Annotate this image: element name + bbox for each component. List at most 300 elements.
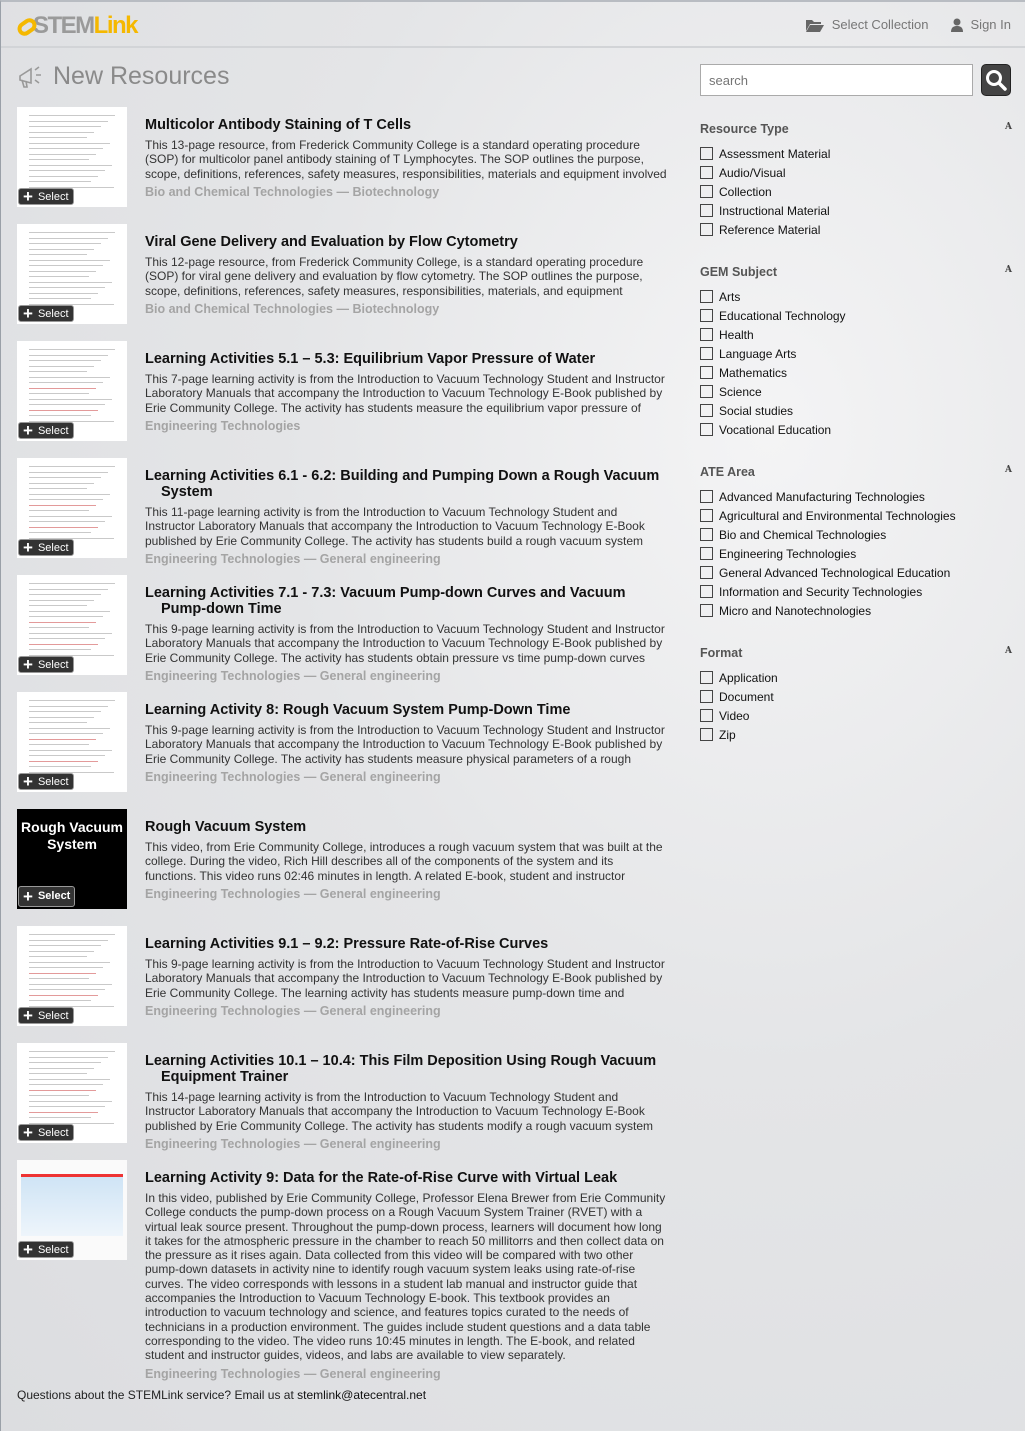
- tag-separator: —: [300, 1003, 320, 1018]
- document-line: [29, 633, 112, 634]
- document-line: [29, 1117, 91, 1118]
- subject-tag[interactable]: General engineering: [319, 1366, 441, 1381]
- resource-list: [17, 107, 667, 1403]
- resource-item: [17, 224, 667, 341]
- option-label: Engineering Technologies: [719, 546, 857, 561]
- option-label: Agricultural and Environmental Technologies: [719, 508, 956, 523]
- folder-open-icon: [806, 18, 824, 32]
- checkbox[interactable]: [700, 604, 713, 617]
- resource-item: [17, 692, 667, 809]
- megaphone-icon: [17, 64, 45, 90]
- checkbox[interactable]: [700, 547, 713, 560]
- resource-item: [17, 926, 667, 1043]
- facet-option[interactable]: [700, 544, 1012, 563]
- facet-header[interactable]: [700, 122, 1012, 136]
- subject-tag[interactable]: General engineering: [319, 770, 441, 784]
- facet-header[interactable]: [700, 265, 1012, 279]
- document-line: [29, 644, 98, 645]
- facet-option[interactable]: [700, 306, 1012, 325]
- resource-thumbnail[interactable]: [17, 926, 127, 1026]
- plus-icon: +: [23, 1240, 33, 1259]
- document-line: [29, 499, 103, 500]
- document-line: [29, 973, 96, 974]
- page-heading: [17, 62, 229, 91]
- document-line: [29, 1073, 87, 1074]
- document-line: [29, 137, 87, 138]
- tag-separator: —: [333, 185, 353, 199]
- collapse-icon[interactable]: A: [1005, 122, 1012, 132]
- checkbox[interactable]: [700, 147, 713, 160]
- document-line: [29, 393, 89, 394]
- select-label: Select: [37, 1243, 69, 1256]
- select-collection-label: Select Collection: [831, 17, 929, 32]
- resource-description: This 12-page resource, from Frederick Community College, is a standard operating procedure (SOP) for viral gene delivery and evaluation by flow cytometry. The SOP outlines the purpose, scope, definitions, references, safety measures, responsibilities, materials, and equipment: [145, 255, 644, 298]
- resource-title[interactable]: Learning Activities 7.1 - 7.3: Vacuum Pump-down Curves and Vacuum Pump-down Time: [145, 585, 626, 617]
- document-line: [29, 282, 112, 283]
- document-line: [29, 399, 112, 400]
- option-label: Social studies: [719, 403, 794, 418]
- subject-tag[interactable]: Biotechnology: [352, 185, 440, 199]
- plus-icon: +: [23, 304, 33, 323]
- search-button[interactable]: [981, 64, 1011, 96]
- document-line: [29, 388, 96, 389]
- resource-title[interactable]: Learning Activities 5.1 – 5.3: Equilibrium Vapor Pressure of Water: [145, 351, 596, 367]
- resource-tags: [145, 419, 667, 434]
- document-line: [29, 276, 89, 277]
- resource-title[interactable]: Learning Activities 10.1 – 10.4: This Film Deposition Using Rough Vacuum Equipment Trainer: [145, 1053, 657, 1085]
- select-collection-link[interactable]: [806, 17, 929, 32]
- checkbox[interactable]: [700, 709, 713, 722]
- facet-option[interactable]: [700, 487, 1012, 506]
- document-line: [29, 1079, 110, 1080]
- resource-tags: [145, 669, 667, 684]
- checkbox[interactable]: [700, 671, 713, 684]
- select-button[interactable]: [18, 1124, 74, 1141]
- video-preview: [21, 1174, 123, 1236]
- document-line: [29, 1112, 98, 1113]
- facet-option[interactable]: [700, 182, 1012, 201]
- collapse-icon[interactable]: A: [1005, 646, 1012, 656]
- document-line: [29, 249, 94, 250]
- resource-body: [145, 341, 667, 454]
- facet-format: [700, 646, 1012, 744]
- subject-tag[interactable]: General engineering: [319, 1003, 441, 1018]
- subject-tag[interactable]: General engineering: [319, 668, 441, 683]
- select-button[interactable]: [18, 656, 74, 673]
- facet-option[interactable]: [700, 582, 1012, 601]
- facet-option[interactable]: [700, 420, 1012, 439]
- resource-thumbnail[interactable]: [17, 341, 127, 441]
- document-line: [29, 238, 108, 239]
- document-line: [29, 377, 110, 378]
- checkbox[interactable]: [700, 690, 713, 703]
- option-label: Advanced Manufacturing Technologies: [719, 489, 925, 504]
- resource-tags: [145, 1367, 667, 1382]
- facet-option[interactable]: [700, 325, 1012, 344]
- select-button[interactable]: [18, 1241, 74, 1258]
- option-label: Application: [719, 670, 778, 685]
- resource-thumbnail[interactable]: [17, 458, 127, 558]
- option-label: Mathematics: [719, 365, 788, 380]
- option-label: Zip: [719, 727, 736, 742]
- document-line: [29, 477, 101, 478]
- resource-item: [17, 107, 667, 224]
- facet-option[interactable]: [700, 287, 1012, 306]
- document-line: [29, 638, 105, 639]
- document-line: [29, 349, 115, 350]
- checkbox[interactable]: [700, 204, 713, 217]
- option-label: General Advanced Technological Education: [719, 565, 951, 580]
- option-label: Science: [719, 384, 762, 399]
- facet-option[interactable]: [700, 706, 1012, 725]
- document-line: [29, 1084, 103, 1085]
- option-label: Instructional Material: [719, 203, 830, 218]
- tag-separator: —: [333, 302, 353, 316]
- resource-title[interactable]: Learning Activity 9: Data for the Rate-of-Rise Curve with Virtual Leak: [145, 1170, 618, 1186]
- document-line: [29, 616, 103, 617]
- subject-tag[interactable]: General engineering: [319, 887, 441, 901]
- plus-icon: +: [23, 655, 33, 674]
- sign-in-link[interactable]: [951, 17, 1011, 32]
- resource-item: [17, 575, 667, 692]
- facet-gem-subject: [700, 265, 1012, 439]
- resource-item: [17, 341, 667, 458]
- document-line: [29, 594, 101, 595]
- facet-option[interactable]: [700, 725, 1012, 744]
- document-line: [29, 978, 89, 979]
- resource-description: This 14-page learning activity is from the Introduction to Vacuum Technology Student and Instructor Laboratory Manuals that accompany the Introduction to Vacuum Technology E-Book published by Erie Community College. The activity has students modify a rough vacuum system: [145, 1090, 654, 1133]
- checkbox[interactable]: [700, 290, 713, 303]
- contact-email-link[interactable]: stemlink@atecentral.net: [297, 1387, 427, 1402]
- checkbox[interactable]: [700, 490, 713, 503]
- resource-thumbnail[interactable]: [17, 575, 127, 675]
- subject-tag[interactable]: General engineering: [319, 552, 441, 566]
- resource-body: [145, 692, 667, 805]
- ate-area-tag[interactable]: Engineering Technologies: [145, 1366, 301, 1381]
- document-line: [29, 415, 91, 416]
- document-line: [29, 750, 112, 751]
- search-input[interactable]: [700, 64, 973, 96]
- plus-icon: +: [23, 772, 33, 791]
- option-label: Assessment Material: [719, 146, 831, 161]
- document-line: [29, 298, 91, 299]
- collapse-icon[interactable]: A: [1005, 265, 1012, 275]
- document-line: [29, 271, 96, 272]
- document-line: [29, 488, 87, 489]
- document-line: [29, 956, 87, 957]
- stemlink-logo[interactable]: STEMLink: [17, 12, 137, 40]
- ate-area-tag[interactable]: Engineering Technologies: [145, 770, 301, 784]
- select-label: Select: [37, 658, 69, 671]
- select-label: Select: [37, 1126, 69, 1139]
- resource-description: This 11-page learning activity is from the Introduction to Vacuum Technology Student and Instructor Laboratory Manuals that accompany the Introduction to Vacuum Technology E-Book published by Erie Community College. The activity has students build a rough vacuum system: [145, 505, 645, 548]
- ate-area-tag[interactable]: Bio and Chemical Technologies: [145, 185, 333, 199]
- document-line: [29, 1101, 112, 1102]
- resource-body: [145, 1043, 667, 1156]
- checkbox[interactable]: [700, 585, 713, 598]
- facet-option[interactable]: [700, 344, 1012, 363]
- document-line: [29, 510, 89, 511]
- document-line: [29, 1062, 101, 1063]
- search-icon: [985, 69, 1007, 91]
- select-button[interactable]: [18, 422, 74, 439]
- checkbox[interactable]: [700, 185, 713, 198]
- resource-title[interactable]: Learning Activity 8: Rough Vacuum System Pump-Down Time: [145, 702, 571, 718]
- resource-description: This 7-page learning activity is from the Introduction to Vacuum Technology Student and Instructor Laboratory Manuals that accompany the Introduction to Vacuum Technology E-Book published by Erie Community College. The activity has students measure the equilibrium vapor pressure of: [145, 372, 665, 415]
- checkbox[interactable]: [700, 347, 713, 360]
- document-line: [29, 739, 96, 740]
- option-label: Audio/Visual: [719, 165, 786, 180]
- option-label: Reference Material: [719, 222, 821, 237]
- select-label: Select: [37, 775, 69, 788]
- checkbox[interactable]: [700, 404, 713, 417]
- resource-item: [17, 1043, 667, 1160]
- resource-title[interactable]: Learning Activities 6.1 - 6.2: Building and Pumping Down a Rough Vacuum System: [145, 468, 660, 500]
- checkbox[interactable]: [700, 166, 713, 179]
- facet-title: ATE Area: [700, 465, 755, 479]
- option-label: Document: [719, 689, 774, 704]
- checkbox[interactable]: [700, 309, 713, 322]
- subject-tag[interactable]: General engineering: [319, 1137, 441, 1151]
- resource-tags: [145, 887, 667, 902]
- document-line: [29, 1095, 89, 1096]
- resource-tags: [145, 552, 667, 567]
- resource-thumbnail[interactable]: [17, 107, 127, 207]
- tag-separator: —: [300, 887, 320, 901]
- document-line: [29, 1057, 108, 1058]
- ate-area-tag[interactable]: Bio and Chemical Technologies: [145, 302, 333, 316]
- facet-resource-type: [700, 122, 1012, 239]
- facet-option[interactable]: [700, 668, 1012, 687]
- document-line: [29, 260, 110, 261]
- resource-tags: [145, 185, 667, 200]
- ate-area-tag[interactable]: Engineering Technologies: [145, 1137, 301, 1151]
- document-line: [29, 466, 115, 467]
- document-line: [29, 254, 87, 255]
- facet-title: Resource Type: [700, 122, 789, 136]
- document-line: [29, 115, 115, 116]
- document-line: [29, 1090, 96, 1091]
- document-line: [29, 600, 94, 601]
- document-line: [29, 176, 98, 177]
- tag-separator: —: [300, 668, 320, 683]
- sign-in-label: Sign In: [970, 17, 1011, 32]
- resource-title[interactable]: Viral Gene Delivery and Evaluation by Flow Cytometry: [145, 234, 518, 250]
- select-label: Select: [37, 307, 69, 320]
- resource-title[interactable]: Learning Activities 9.1 – 9.2: Pressure Rate-of-Rise Curves: [145, 936, 549, 952]
- resource-title[interactable]: Multicolor Antibody Staining of T Cells: [145, 117, 412, 133]
- resource-title[interactable]: Rough Vacuum System: [145, 819, 307, 835]
- checkbox[interactable]: [700, 728, 713, 741]
- facet-option[interactable]: [700, 525, 1012, 544]
- facet-ate-area: [700, 465, 1012, 620]
- document-line: [29, 995, 98, 996]
- ate-area-tag[interactable]: Engineering Technologies: [145, 887, 301, 901]
- document-line: [29, 143, 110, 144]
- checkbox[interactable]: [700, 385, 713, 398]
- resource-body: [145, 1160, 667, 1382]
- document-line: [29, 243, 101, 244]
- document-line: [29, 382, 103, 383]
- facet-option[interactable]: [700, 601, 1012, 620]
- option-label: Micro and Nanotechnologies: [719, 603, 872, 618]
- resource-body: [145, 575, 667, 688]
- document-line: [29, 132, 94, 133]
- document-line: [29, 744, 89, 745]
- plus-icon: +: [23, 1006, 33, 1025]
- facet-option[interactable]: [700, 163, 1012, 182]
- document-line: [29, 733, 103, 734]
- checkbox[interactable]: [700, 509, 713, 522]
- subject-tag[interactable]: Biotechnology: [352, 302, 440, 316]
- select-button[interactable]: [18, 1007, 74, 1024]
- checkbox[interactable]: [700, 423, 713, 436]
- plus-icon: +: [23, 421, 33, 440]
- facet-option[interactable]: [700, 687, 1012, 706]
- resource-thumbnail[interactable]: [17, 1160, 127, 1260]
- resource-body: [145, 809, 667, 922]
- select-label: Select: [37, 424, 69, 437]
- document-line: [29, 940, 108, 941]
- resource-tags: [145, 770, 667, 785]
- select-button[interactable]: [18, 188, 74, 205]
- checkbox[interactable]: [700, 528, 713, 541]
- document-line: [29, 766, 91, 767]
- ate-area-tag[interactable]: Engineering Technologies: [145, 668, 301, 683]
- document-line: [29, 483, 94, 484]
- document-line: [29, 984, 112, 985]
- document-line: [29, 611, 110, 612]
- option-label: Vocational Education: [719, 422, 832, 437]
- resource-body: [145, 224, 667, 337]
- facet-option[interactable]: [700, 220, 1012, 239]
- tag-separator: —: [300, 552, 320, 566]
- resource-thumbnail[interactable]: [17, 692, 127, 792]
- document-line: [29, 1000, 91, 1001]
- select-label: Select: [37, 890, 71, 902]
- resource-tags: [145, 1004, 667, 1019]
- select-button[interactable]: [18, 305, 74, 322]
- document-line: [29, 989, 105, 990]
- resource-item: [17, 809, 667, 926]
- checkbox[interactable]: [700, 366, 713, 379]
- resource-item: [17, 1160, 667, 1386]
- document-line: [29, 717, 94, 718]
- user-icon: [951, 18, 963, 32]
- checkbox[interactable]: [700, 328, 713, 341]
- plus-icon: +: [23, 187, 33, 206]
- document-line: [29, 165, 112, 166]
- facet-option[interactable]: [700, 563, 1012, 582]
- resource-thumbnail[interactable]: [17, 224, 127, 324]
- checkbox[interactable]: [700, 566, 713, 579]
- resource-description: This 9-page learning activity is from the Introduction to Vacuum Technology Student and Instructor Laboratory Manuals that accompany the Introduction to Vacuum Technology E-Book published by Erie Community College. The learning activity has students measure pump-down time and: [145, 957, 665, 1000]
- facet-option[interactable]: [700, 382, 1012, 401]
- document-line: [29, 1068, 94, 1069]
- document-line: [29, 293, 98, 294]
- document-line: [29, 232, 115, 233]
- document-line: [29, 410, 98, 411]
- document-line: [29, 521, 105, 522]
- option-label: Collection: [719, 184, 772, 199]
- document-line: [29, 967, 103, 968]
- facet-title: Format: [700, 646, 743, 660]
- resource-body: [145, 458, 667, 571]
- select-button[interactable]: [18, 773, 74, 790]
- facet-header[interactable]: [700, 646, 1012, 660]
- resource-thumbnail[interactable]: [17, 1043, 127, 1143]
- document-line: [29, 170, 105, 171]
- page-title: New Resources: [53, 62, 230, 90]
- tag-separator: —: [300, 1366, 320, 1381]
- document-line: [29, 583, 115, 584]
- ate-area-tag[interactable]: Engineering Technologies: [145, 1003, 301, 1018]
- checkbox[interactable]: [700, 223, 713, 236]
- sidebar: [700, 64, 1012, 744]
- option-label: Educational Technology: [719, 308, 846, 323]
- document-line: [29, 287, 105, 288]
- document-line: [29, 622, 96, 623]
- ate-area-tag[interactable]: Engineering Technologies: [145, 552, 301, 566]
- ate-area-tag[interactable]: Engineering Technologies: [145, 418, 301, 433]
- select-button[interactable]: [18, 886, 75, 907]
- document-line: [29, 148, 103, 149]
- document-line: [29, 649, 91, 650]
- facet-option[interactable]: [700, 363, 1012, 382]
- document-line: [29, 532, 91, 533]
- plus-icon: +: [23, 887, 33, 906]
- document-line: [29, 121, 108, 122]
- document-line: [29, 700, 115, 701]
- footer-text: Questions about the STEMLink service? Email us at: [17, 1387, 298, 1402]
- option-label: Health: [719, 327, 754, 342]
- resource-item: [17, 458, 667, 575]
- resource-thumbnail[interactable]: [17, 809, 127, 909]
- top-bar: [1, 2, 1025, 48]
- facet-option[interactable]: [700, 506, 1012, 525]
- document-line: [29, 945, 101, 946]
- facet-list: [700, 122, 1012, 744]
- document-line: [29, 472, 108, 473]
- resource-description: In this video, published by Erie Community College, Professor Elena Brewer from Erie Community College conducts the pump-down process on a Rough Vacuum System Trainer (RVET) with a virtual leak source present. Throughout the pump-down process, learners will document how long it takes for the atmospheric pressure in the chamber to reach 50 millitorrs and then collect data on the pressure as it rises again. Data collected from this video will be compared with two other pump-down datasets in activity nine to identify rough vacuum system leaks using rate-of-rise curves. The video corresponds with lessons in a student lab manual and instructor guide that accompanies the Introduction to Vacuum Technology E-book. This textbook provides an introduction to vacuum technology and science, and features topics curated to the needs of technicians in a production environment. The guides include student questions and a data table corresponding to the video. The video runs 10:45 minutes in length. The E-book, and related student and instructor guides, videos, and labs are available to view separately.: [145, 1191, 666, 1363]
- tag-separator: —: [300, 1137, 320, 1151]
- document-line: [29, 159, 89, 160]
- document-line: [29, 265, 103, 266]
- document-line: [29, 755, 105, 756]
- facet-option[interactable]: [700, 401, 1012, 420]
- document-line: [29, 404, 105, 405]
- search-bar: [700, 64, 1012, 96]
- document-line: [29, 181, 91, 182]
- facet-option[interactable]: [700, 144, 1012, 163]
- document-line: [29, 366, 94, 367]
- facet-header[interactable]: [700, 465, 1012, 479]
- option-label: Language Arts: [719, 346, 797, 361]
- option-label: Information and Security Technologies: [719, 584, 923, 599]
- document-line: [29, 126, 101, 127]
- option-label: Video: [719, 708, 750, 723]
- tag-separator: —: [300, 770, 320, 784]
- select-button[interactable]: [18, 539, 74, 556]
- option-label: Bio and Chemical Technologies: [719, 527, 887, 542]
- document-line: [29, 1106, 105, 1107]
- document-line: [29, 154, 96, 155]
- select-label: Select: [37, 1009, 69, 1022]
- document-line: [29, 516, 112, 517]
- collapse-icon[interactable]: A: [1005, 465, 1012, 475]
- facet-option[interactable]: [700, 201, 1012, 220]
- document-line: [29, 711, 101, 712]
